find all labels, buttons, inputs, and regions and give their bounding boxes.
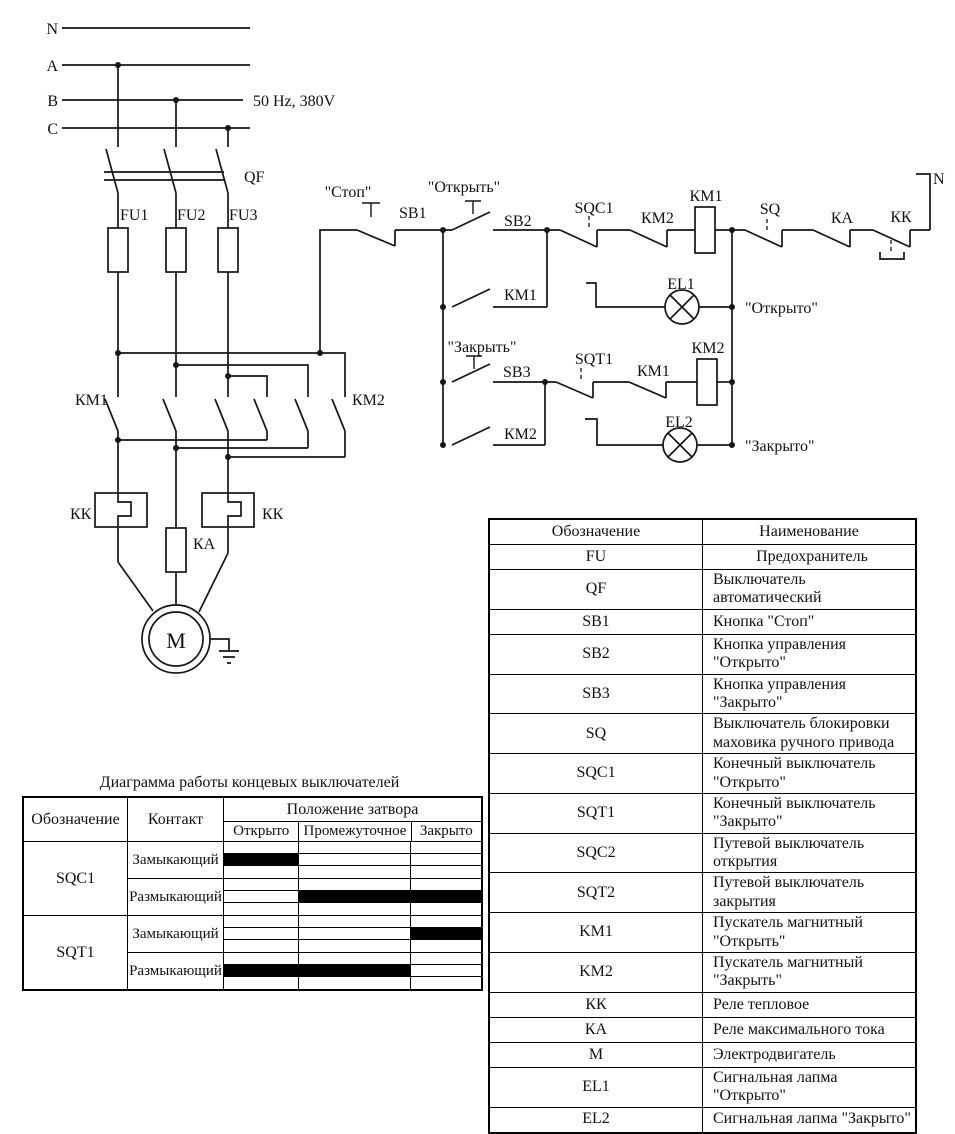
legend-designation: SB2 bbox=[489, 634, 703, 674]
stop-button-caption: "Стоп" bbox=[324, 184, 372, 201]
switch-diagram-title: Диаграмма работы концевых выключателей bbox=[99, 774, 400, 791]
legend-description: Кнопка "Стоп" bbox=[703, 609, 917, 634]
legend-table-body bbox=[489, 545, 916, 1133]
header-open: Открыто bbox=[224, 822, 299, 841]
sb1-label: SB1 bbox=[399, 205, 427, 222]
switch-diagram-header bbox=[24, 798, 481, 842]
legend-row bbox=[489, 873, 916, 913]
legend-description: Конечный выключатель "Закрыто" bbox=[703, 793, 917, 833]
sb3-label: SB3 bbox=[503, 364, 531, 381]
sb2-label: SB2 bbox=[504, 213, 532, 230]
bus-a-label: A bbox=[46, 58, 58, 75]
header-intermediate: Промежуточное bbox=[299, 822, 411, 841]
bus-c-label: C bbox=[47, 121, 58, 138]
legend-description: Выключатель блокировки маховика ручного привода bbox=[703, 714, 917, 754]
legend-designation: SB1 bbox=[489, 609, 703, 634]
switch-designation: SQC1 bbox=[24, 842, 128, 915]
legend-table bbox=[488, 518, 917, 1134]
header-contact: Контакт bbox=[128, 798, 224, 841]
legend-designation: EL1 bbox=[489, 1067, 703, 1107]
el1-label: EL1 bbox=[667, 276, 695, 293]
legend-row bbox=[489, 714, 916, 754]
contact-row bbox=[128, 842, 481, 879]
legend-description: Путевой выключатель открытия bbox=[703, 833, 917, 873]
switch-diagram-body bbox=[24, 842, 481, 989]
closed-caption: "Закрыто" bbox=[745, 438, 815, 455]
legend-row bbox=[489, 913, 916, 953]
legend-description: Конечный выключатель "Открыто" bbox=[703, 754, 917, 794]
km2-coil-label: КМ2 bbox=[691, 340, 725, 357]
ka-coil-label: КА bbox=[193, 536, 216, 553]
frequency-voltage-label: 50 Hz, 380V bbox=[253, 93, 336, 110]
header-closed: Закрыто bbox=[419, 823, 473, 839]
legend-row bbox=[489, 953, 916, 993]
el2-label: EL2 bbox=[665, 414, 693, 431]
legend-description: Путевой выключатель закрытия bbox=[703, 873, 917, 913]
header-position: Положение затвора bbox=[224, 798, 481, 822]
legend-designation: KM1 bbox=[489, 913, 703, 953]
contact-type-label: Размыкающий bbox=[128, 953, 224, 989]
km2-hold-label: КМ2 bbox=[504, 426, 537, 443]
control-rung-el1 bbox=[440, 230, 818, 445]
legend-designation: SQT1 bbox=[489, 793, 703, 833]
legend-header-row bbox=[489, 519, 916, 545]
legend-description: Кнопка управления "Открыто" bbox=[703, 634, 917, 674]
kk-contact-label: КК bbox=[890, 209, 912, 226]
legend-designation: KM2 bbox=[489, 953, 703, 993]
legend-designation: КА bbox=[489, 1017, 703, 1042]
switch-diagram-block bbox=[24, 842, 481, 916]
legend-row bbox=[489, 754, 916, 794]
km1-coil-label: КМ1 bbox=[689, 188, 723, 205]
kk-right-label: КК bbox=[262, 506, 284, 523]
open-button-caption: "Открыть" bbox=[427, 179, 501, 196]
km1-hold-label: КМ1 bbox=[504, 287, 537, 304]
ka-contact-label: КА bbox=[830, 210, 854, 227]
contact-type-label: Размыкающий bbox=[128, 879, 224, 915]
legend-row bbox=[489, 674, 916, 714]
contact-row bbox=[128, 953, 481, 989]
header-designation: Обозначение bbox=[24, 798, 128, 841]
legend-designation: М bbox=[489, 1042, 703, 1067]
legend-header-cell: Наименование bbox=[703, 519, 917, 545]
control-rung-el2 bbox=[440, 382, 814, 462]
sqt1-label: SQT1 bbox=[574, 351, 614, 368]
ground-symbol bbox=[210, 639, 239, 663]
closed-state-bar bbox=[224, 965, 411, 977]
power-bus bbox=[46, 21, 335, 138]
switch-diagram-block bbox=[24, 916, 481, 989]
legend-designation: SQC1 bbox=[489, 754, 703, 794]
n-right-label: N bbox=[933, 171, 945, 188]
position-strips bbox=[224, 953, 481, 989]
legend-description: Реле тепловое bbox=[703, 992, 917, 1017]
contact-row bbox=[128, 879, 481, 915]
legend-description: Электродвигатель bbox=[703, 1042, 917, 1067]
legend-designation: SQ bbox=[489, 714, 703, 754]
electric-motor bbox=[142, 605, 239, 673]
legend-row bbox=[489, 1042, 916, 1067]
contact-type-label: Замыкающий bbox=[128, 916, 224, 952]
legend-designation: SQT2 bbox=[489, 873, 703, 913]
legend-header-cell: Обозначение bbox=[489, 519, 703, 545]
legend-description: Пускатель магнитный "Открыть" bbox=[703, 913, 917, 953]
legend-table-head bbox=[489, 519, 916, 545]
position-strips bbox=[224, 842, 481, 878]
position-strips bbox=[224, 916, 481, 952]
km2-main-label: КМ2 bbox=[352, 392, 385, 409]
legend-row bbox=[489, 1067, 916, 1107]
legend-description: Реле максимального тока bbox=[703, 1017, 917, 1042]
legend-description: Выключатель автоматический bbox=[703, 570, 917, 610]
opened-caption: "Открыто" bbox=[745, 300, 818, 317]
qf-label: QF bbox=[244, 169, 265, 186]
legend-description: Сигнальная лапма "Открыто" bbox=[703, 1067, 917, 1107]
legend-row bbox=[489, 545, 916, 570]
sq-label: SQ bbox=[759, 201, 781, 218]
position-strips bbox=[224, 879, 481, 915]
control-rung-open bbox=[320, 171, 945, 353]
legend-designation: FU bbox=[489, 545, 703, 570]
legend-designation: EL2 bbox=[489, 1107, 703, 1133]
fu2-label: FU2 bbox=[177, 207, 206, 224]
fuses-fu1-fu3 bbox=[108, 207, 257, 397]
km2-interlock-label: КМ2 bbox=[641, 210, 674, 227]
bus-b-label: B bbox=[47, 93, 58, 110]
legend-designation: QF bbox=[489, 570, 703, 610]
kk-left-label: КК bbox=[70, 506, 92, 523]
contact-row bbox=[128, 916, 481, 953]
legend-designation: SQC2 bbox=[489, 833, 703, 873]
legend-row bbox=[489, 609, 916, 634]
close-button-caption: "Закрыть" bbox=[447, 339, 517, 356]
switch-designation: SQT1 bbox=[24, 916, 128, 989]
legend-row bbox=[489, 833, 916, 873]
sqc1-label: SQC1 bbox=[574, 200, 614, 217]
motor-label: М bbox=[166, 628, 186, 653]
legend-row bbox=[489, 992, 916, 1017]
legend-row bbox=[489, 793, 916, 833]
fu1-label: FU1 bbox=[120, 207, 149, 224]
bus-n-label: N bbox=[46, 21, 58, 38]
legend-description: Предохранитель bbox=[703, 545, 917, 570]
legend-row bbox=[489, 570, 916, 610]
fu3-label: FU3 bbox=[229, 207, 258, 224]
closed-state-bar bbox=[299, 891, 481, 903]
legend-description: Кнопка управления "Закрыто" bbox=[703, 674, 917, 714]
contact-type-label: Замыкающий bbox=[128, 842, 224, 878]
km1-interlock-label: КМ1 bbox=[637, 363, 670, 380]
control-rung-close bbox=[440, 230, 735, 445]
closed-state-bar bbox=[411, 928, 481, 940]
legend-description: Сигнальная лапма "Закрыто" bbox=[703, 1107, 917, 1133]
switch-diagram-table bbox=[22, 796, 483, 991]
circuit-breaker-qf bbox=[104, 65, 265, 228]
legend-row bbox=[489, 1017, 916, 1042]
km1-main-label: КМ1 bbox=[75, 392, 108, 409]
legend-designation: КК bbox=[489, 992, 703, 1017]
closed-state-bar bbox=[224, 854, 299, 866]
legend-row bbox=[489, 634, 916, 674]
legend-row bbox=[489, 1107, 916, 1133]
legend-designation: SB3 bbox=[489, 674, 703, 714]
legend-description: Пускатель магнитный "Закрыть" bbox=[703, 953, 917, 993]
header-position-group bbox=[224, 798, 481, 841]
